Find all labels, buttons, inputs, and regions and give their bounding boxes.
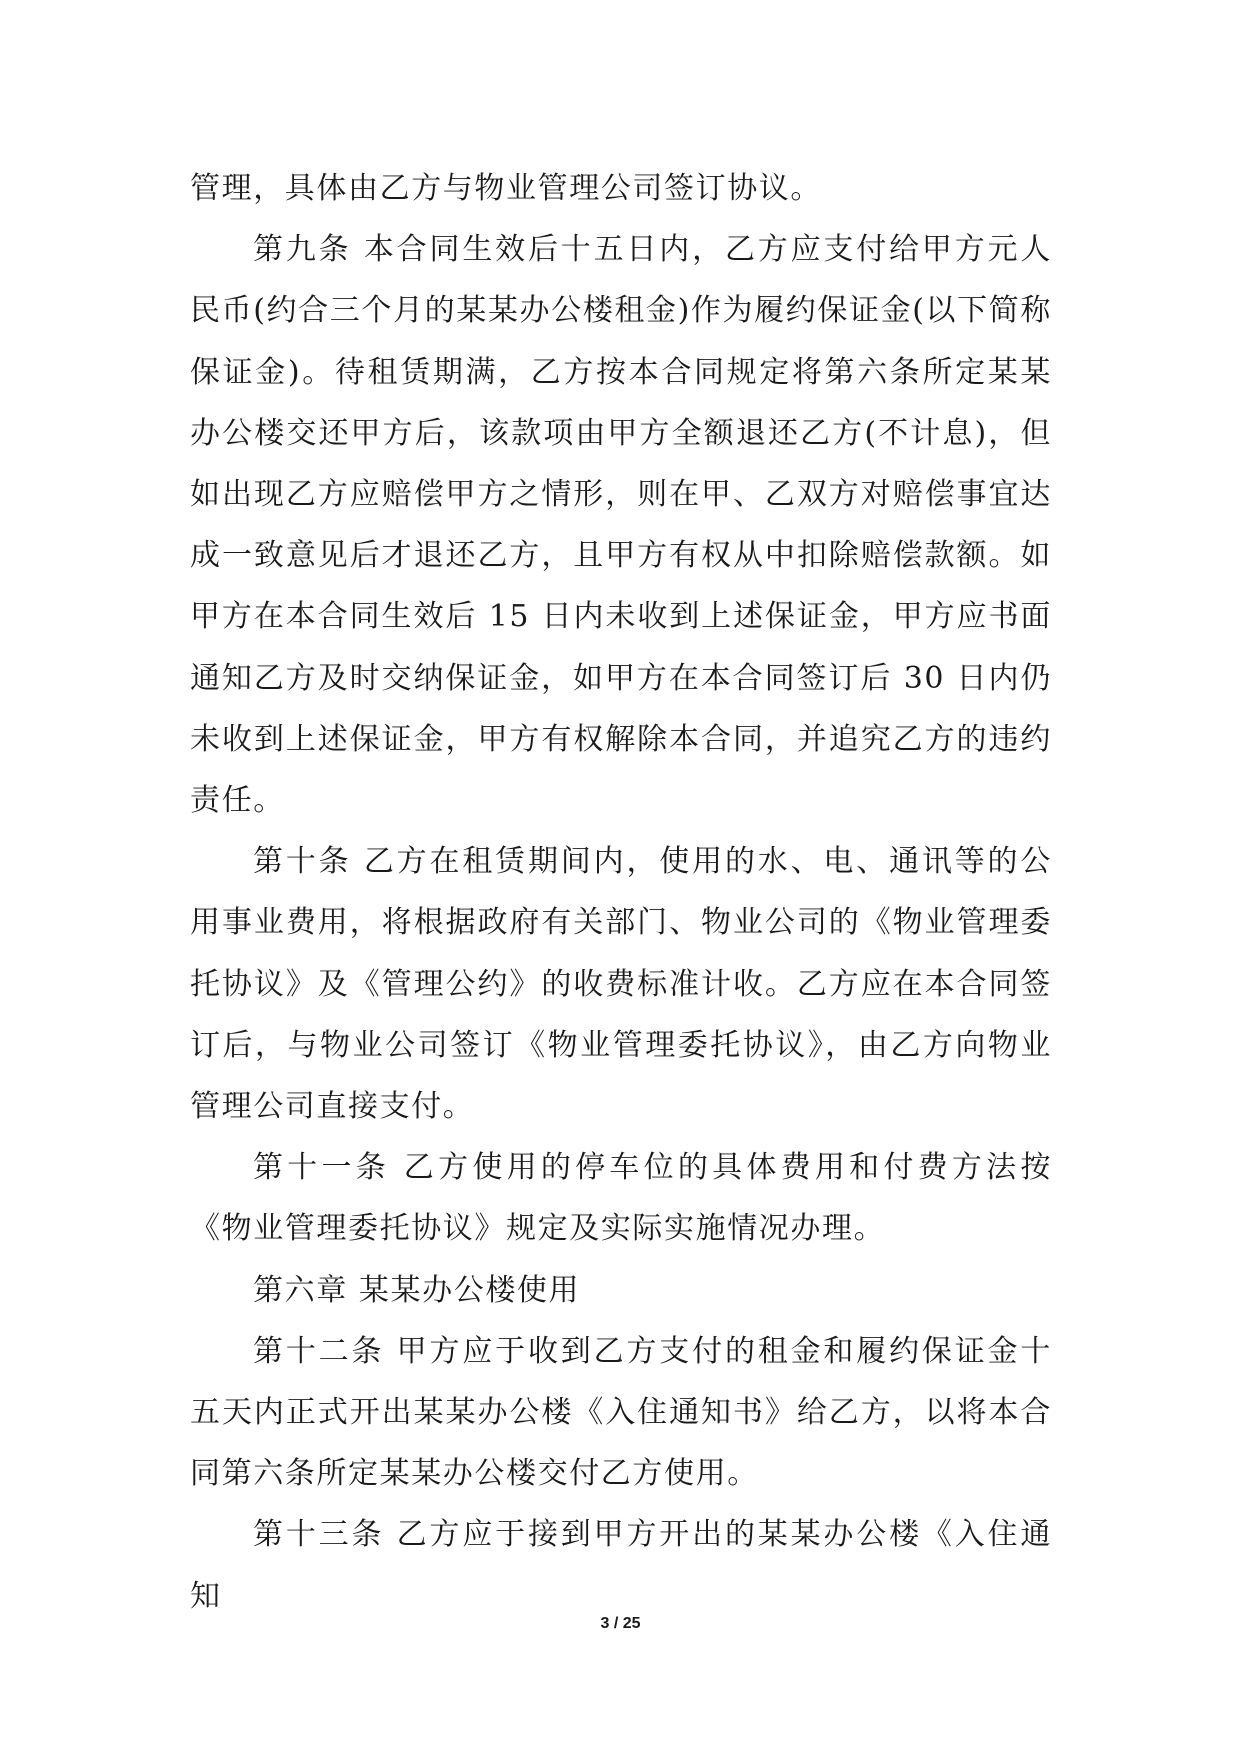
paragraph-article-12: 第十二条 甲方应于收到乙方支付的租金和履约保证金十五天内正式开出某某办公楼《入住通知书》给乙方，以将本合同第六条所定某某办公楼交付乙方使用。	[190, 1333, 1052, 1492]
document-body	[190, 158, 1052, 1627]
paragraph-article-9: 第九条 本合同生效后十五日内，乙方应支付给甲方元人民币(约合三个月的某某办公楼租金)作为履约保证金(以下简称保证金)。待租赁期满，乙方按本合同规定将第六条所定某某办公楼交还甲方后，该款项由甲方全额退还乙方(不计息)，但如出现乙方应赔偿甲方之情形，则在甲、乙双方对赔偿事宜达成一致意见后才退还乙方，且甲方有权从中扣除赔偿款额。如甲方在本合同生效后 15 日内未收到上述保证金，甲方应书面通知乙方及时交纳保证金，如甲方在本合同签订后 30 日内仍未收到上述保证金，甲方有权解除本合同，并追究乙方的违约责任。	[190, 232, 1052, 819]
paragraph-continuation: 管理，具体由乙方与物业管理公司签订协议。	[190, 171, 822, 206]
chapter-heading-6: 第六章 某某办公楼使用	[253, 1272, 581, 1308]
paragraph-article-11: 第十一条 乙方使用的停车位的具体费用和付费方法按《物业管理委托协议》规定及实际实施情况办理。	[190, 1150, 1052, 1247]
paragraph-article-13: 第十三条 乙方应于接到甲方开出的某某办公楼《入住通知	[190, 1517, 1052, 1614]
page-number: 3 / 25	[600, 1615, 641, 1632]
paragraph-article-10: 第十条 乙方在租赁期间内，使用的水、电、通讯等的公用事业费用，将根据政府有关部门、物业公司的《物业管理委托协议》及《管理公约》的收费标准计收。乙方应在本合同签订后，与物业公司签订《物业管理委托协议》，由乙方向物业管理公司直接支付。	[190, 844, 1052, 1125]
